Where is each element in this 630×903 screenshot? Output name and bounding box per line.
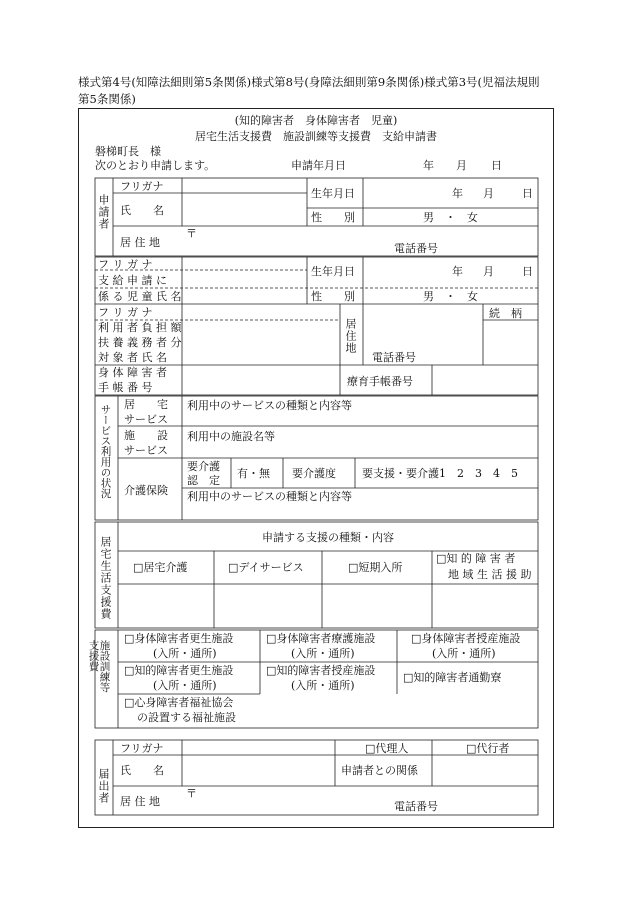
home-service-label-1: 居 宅 — [124, 398, 168, 411]
home-service-desc: 利用中のサービスの種類と内容等 — [187, 399, 352, 412]
facility-option-physical-rehab[interactable]: □身体障害者更生施設 — [124, 632, 234, 645]
applicant-birth-month: 月 — [483, 187, 494, 200]
request-statement: 次のとおり申請します。 — [95, 159, 216, 172]
facility-option-intellectual-work[interactable]: □知的障害者授産施設 — [266, 664, 376, 677]
apply-date-month: 月 — [456, 159, 467, 172]
facility-support-section-label-1: 施設訓練等 — [98, 640, 111, 693]
care-cert-label-2: 認 定 — [187, 474, 220, 487]
applicant-birth-label: 生年月日 — [311, 187, 355, 200]
home-support-option-community-2: 地 域 生 活 援 助 — [448, 568, 532, 581]
payer-residence-label: 居住地 — [344, 318, 357, 354]
notifier-section-label: 届出者 — [97, 768, 110, 804]
care-cert-yes-no[interactable]: 有・無 — [237, 467, 270, 480]
facility-option-physical-work[interactable]: □身体障害者授産施設 — [411, 632, 521, 645]
ryoiku-notebook-label: 療育手帳番号 — [347, 375, 413, 388]
home-support-option-short-stay[interactable]: □短期入所 — [348, 561, 403, 574]
facility-option-welfare-association[interactable]: □心身障害者福祉協会 — [124, 696, 234, 709]
home-support-option-community-1[interactable]: □知 的 障 害 者 — [436, 552, 516, 565]
payer-label-2: 扶 養 義 務 者 分 — [98, 336, 182, 349]
notifier-relation-label: 申請者との関係 — [341, 764, 418, 777]
facility-service-label-2: サービス — [124, 444, 168, 457]
child-birth-day: 日 — [522, 265, 533, 278]
facility-support-section-label-2: 支援費 — [87, 640, 100, 672]
applicant-address-label: 居 住 地 — [120, 236, 160, 249]
notifier-address-label: 居 住 地 — [120, 795, 160, 808]
facility-option-intellectual-rehab-mode: (入所・通所) — [153, 679, 217, 692]
service-status-section-label: サービス利用の状況 — [99, 404, 112, 499]
notifier-postal-mark: 〒 — [186, 787, 197, 800]
payer-furigana-label: フ リ ガ ナ — [98, 306, 153, 319]
home-support-heading: 申請する支援の種類・内容 — [262, 531, 394, 544]
applicant-furigana-label: フリガナ — [120, 180, 164, 193]
care-level-options[interactable]: 要支援・要介護1 2 3 4 5 — [362, 467, 518, 480]
payer-label-3: 対 象 者 氏 名 — [98, 351, 167, 364]
applicant-name-label: 氏 名 — [120, 204, 164, 217]
home-service-label-2: サービス — [124, 413, 168, 426]
facility-option-welfare-association-2: の設置する福祉施設 — [137, 711, 236, 724]
child-name-label-1: 支 給 申 請 に — [98, 274, 167, 287]
applicant-postal-mark: 〒 — [186, 227, 197, 240]
child-birth-label: 生年月日 — [311, 265, 355, 278]
form-title-categories: (知的障害者 身体障害者 児童) — [234, 114, 398, 127]
notifier-furigana-label: フリガナ — [120, 742, 164, 755]
child-birth-year: 年 — [452, 265, 463, 278]
facility-option-intellectual-work-mode: (入所・通所) — [291, 679, 355, 692]
child-sex-options[interactable]: 男 ・ 女 — [423, 290, 478, 303]
applicant-birth-year: 年 — [452, 187, 463, 200]
facility-option-physical-rehab-mode: (入所・通所) — [153, 647, 217, 660]
child-birth-month: 月 — [483, 265, 494, 278]
home-support-section-label: 居宅生活支援費 — [99, 536, 112, 620]
child-furigana-label: フ リ ガ ナ — [98, 258, 153, 271]
form-title: 居宅生活支援費 施設訓練等支援費 支給申請書 — [195, 130, 437, 143]
facility-option-intellectual-rehab[interactable]: □知的障害者更生施設 — [124, 664, 234, 677]
notebook-label-1: 身 体 障 害 者 — [98, 366, 167, 379]
apply-date-day: 日 — [491, 159, 502, 172]
form-reference-line2: 第5条関係) — [78, 92, 136, 106]
notifier-name-label: 氏 名 — [120, 764, 164, 777]
facility-option-intellectual-commute[interactable]: □知的障害者通勤寮 — [403, 671, 502, 684]
applicant-sex-options[interactable]: 男 ・ 女 — [423, 211, 478, 224]
notebook-label-2: 手 帳 番 号 — [98, 381, 153, 394]
applicant-birth-day: 日 — [522, 187, 533, 200]
child-name-label-2: 係 る 児 童 氏 名 — [98, 290, 182, 303]
applicant-phone-label: 電話番号 — [394, 242, 438, 255]
payer-label-1: 利 用 者 負 担 額 — [98, 321, 182, 334]
payer-phone-label: 電話番号 — [372, 351, 416, 364]
applicant-section-label: 申請者 — [97, 194, 110, 230]
facility-option-physical-care[interactable]: □身体障害者療護施設 — [266, 632, 376, 645]
apply-date-label: 申請年月日 — [291, 159, 346, 172]
home-support-option-day-service[interactable]: □デイサービス — [228, 561, 304, 574]
home-support-option-home-care[interactable]: □居宅介護 — [133, 561, 188, 574]
notifier-proxy-checkbox[interactable]: □代行者 — [466, 742, 510, 755]
facility-service-label-1: 施 設 — [124, 429, 168, 442]
facility-option-physical-care-mode: (入所・通所) — [291, 647, 355, 660]
care-level-label: 要介護度 — [292, 467, 336, 480]
addressee: 磐梯町長 様 — [95, 145, 161, 158]
notifier-phone-label: 電話番号 — [394, 800, 438, 813]
payer-relation-label: 続 柄 — [489, 307, 522, 320]
care-service-desc: 利用中のサービスの種類と内容等 — [187, 490, 352, 503]
child-sex-label: 性 別 — [311, 290, 355, 303]
notifier-agent-checkbox[interactable]: □代理人 — [365, 742, 409, 755]
care-cert-label-1: 要介護 — [187, 460, 220, 473]
form-reference-line1: 様式第4号(知障法細則第5条関係)様式第8号(身障法細則第9条関係)様式第3号(児福法規則 — [78, 75, 540, 89]
facility-service-desc: 利用中の施設名等 — [187, 430, 275, 443]
applicant-sex-label: 性 別 — [311, 211, 355, 224]
facility-option-physical-work-mode: (入所・通所) — [432, 647, 496, 660]
care-insurance-label: 介護保険 — [124, 484, 168, 497]
apply-date-year: 年 — [423, 159, 434, 172]
